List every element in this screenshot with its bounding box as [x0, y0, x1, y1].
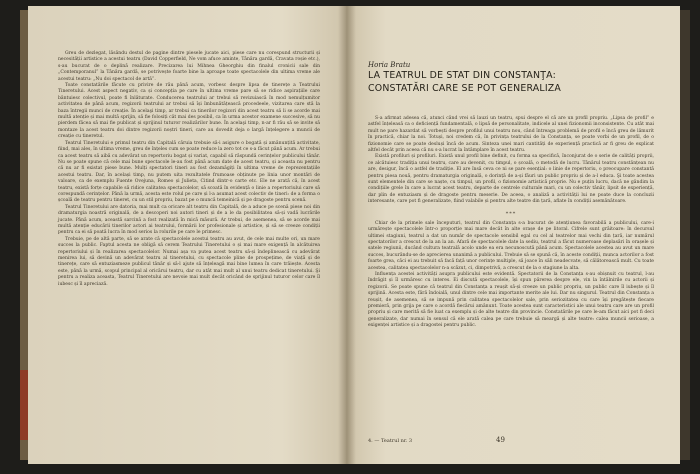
- article-title-line-1: LA TEATRUL DE STAT DIN CONSTANŢA:: [368, 70, 556, 81]
- section-separator: ***: [505, 210, 517, 217]
- left-paragraph: Toate constatările făcute cu privire de rău până acum, vorbesc despre lipsa de tinerețe a Teatrului Tineretului. Acest aspect negativ, ca și concepția pe care în ultima vreme pare să se ridice aspirațiile care bântuiesc colectivul, poate fi înlăturate. Conducerea teatrului ar trebui să revizuiască în mod nemulțumitor activitatea de până acum, regizorii teatrului ar trebui să își îmbunătățească procedeele, vizitarea care stă la baza întregii munci de creație. În acelaşi timp, ar trebui ca tinerilor regizori din acest teatru să li se acorde mai multă atenție și mai multă sprijin, să fie folosiți cât mai des posibil, ca în urma acestor examene succesive, să nu pierdem făcea să mai fie publicat și sprijinul tuturor realizărilor bune. În acelaşi timp, n-ar fi rău să se invite să montaze la acest teatru doi dintre regizorii noștri tineri, care au dovedit deja o largă înțelegere a muncii de creație cu tineretul.: [58, 83, 320, 140]
- right-paragraph: Influența acestei activități asupra publicului este evidentă. Spectatorii de la Constanța s-au obișnuit cu teatrul, l-au îndrăgit și îl urmăresc cu interes. Ei discută spectacolele, își spun părerea despre ele, vin la întâlnirile cu actorii și regizorii. Se poate spune că teatrul din Constanța a reușit să-și creeze un public propriu, un public care îl iubește și îl sprijină. Acesta este, fără îndoială, unul dintre cele mai importante merite ale lui. Dar nu singurul. Teatrul din Constanța a reușit, de asemenea, să se impună prin calitatea spectacolelor sale, prin seriozitatea cu care își pregătește fiecare premieră, prin grija pe care o acordă fiecărui amănunt. Toate acestea sunt caracteristici ale unui teatru care are un profil propriu și care merită să fie luat ca exemplu și de alte teatre din provincie. Constatările pe care le-am făcut aici pot fi deci generalizate, dar numai în sensul că ele arată calea pe care trebuie să meargă și alte teatre: calea muncii serioase, a exigenței artistice și a dragostei pentru public.: [368, 271, 654, 329]
- left-paragraph: Trebuie, pe de altă parte, să se arate că spectacolele acestui teatru au avut, de cele mai multe ori, un mare succes la public. Faptul acesta ne obligă să cerem Teatrului Tineretului o și mai mare exigență în alcătuirea repertoriului și în realizarea spectacolelor. Numai așa va putea acest teatru să-și îndeplinească cu adevărat menirea lui, să devină un adevărat teatru al tineretului, cu spectacole pline de prospețime, de viață și de tinerețe, care să entuziasmeze publicul tânăr și să-l ajute să înțeleagă mai bine lumea în care trăiește. Acesta este, până la urmă, scopul principal al oricărui teatru, dar cu atât mai mult al unui teatru dedicat tineretului. Şi pentru a realiza aceasta, Teatrul Tineretului are nevoie mai mult decât oricând de sprijinul tuturor celor care îl iubesc și îl apreciază.: [58, 236, 320, 287]
- left-page: [28, 6, 346, 464]
- footer-journal-ref: 4. — Teatrul nr. 3: [368, 438, 413, 444]
- right-paragraph: Chiar de la primele sale începuturi, teatrul din Constanța s-a bucurat de atențiunea favorabilă a publicului, care-i urmărește spectacolele într-o proporție mai mare decât în alte orașe de pe litoral. Cifrele sunt grăitoare: în decursul ultimei stagiuni, teatrul a dat un număr de spectacole sensibil egal cu cel al teatrelor mai vechi din țară, iar numărul spectatorilor a crescut de la an la an. Afară de spectacolele date la sediu, teatrul a făcut numeroase deplasări în orașele și satele regiunii, ducând cultura teatrală acolo unde ea era necunoscută până acum. Spectacolele acestea au avut un mare succes, bucurându-se de aprecierea unanimă a publicului. Trebuie să se spună că, în aceste condiții, munca actorilor a fost foarte grea, căci ei au trebuit să facă față unor cerințe multiple, să joace în săli neadecvate, să călătorească mult. Cu toate acestea, calitatea spectacolelor n-a scăzut, ci, dimpotrivă, a crescut de la o stagiune la alta.: [368, 220, 654, 271]
- right-paragraph: S-a afirmat adesea că, atunci când vrei să lauzi un teatru, spui despre el că are un profil propriu. „Lipsa de profil” e astfel înțeleasă ca o deficiență fundamentală, o lipsă de personalitate, indicele al unei fizionomii inconsistente. Cu atât mai mult ne pare hazardat să vorbești despre profilul unui teatru nou, când întreaga problemă de profil e încă greu de lămurit în practică, chiar la noi. Totuși, noi credem că, în privința teatrului de la Constanța, se poate vorbi de un profil, de o fizionomie care se poate desluși încă de acum. Sinteza unei mari cantități de experiență practică ar fi greu de explicat altfel decât prin aceea că nu s-a lucrat la întâmplare în acest teatru.: [368, 116, 654, 154]
- page-number: 49: [496, 436, 505, 444]
- book-edge-right: [680, 10, 690, 460]
- article-title: [368, 70, 666, 95]
- left-paragraph: Teatrul Tineretului e primul teatru din Capitală căruia trebuie să-i asigure o bogată și amănunțită activitate, fiind, mai ales, în ultima vreme, greu de înțeles cum se poate reduce la zero tot ce s-a făcut până acum. Ar trebui ca acest teatru să aibă cu adevărat un repertoriu bogat și variat, capabil să răspundă cerințelor publicului tânăr. Nu se poate spune că cele mai bune spectacole le-au fost până acum date de acest teatru, și aceasta nu pentru că nu ar fi existat piese bune. Mulți spectatori tineri au fost dezamăgiți în ultima vreme de reprezentațiile acestui teatru. Dar, în același timp, nu putem uita rezultatele frumoase obținute pe linia unor montări de valoare, ca de exemplu Fuente Ovejuna, Romeo și Julieta, Citind dintr-o carte etc. Ele ne arată că, în acest teatru, există forțe capabile să ridice calitatea spectacolelor, să scoată în evidență o linie a repertoriului care să corespundă cerințelor. Până la urmă, acesta este rolul pe care și l-a asumat acest colectiv de tineri: de a forma o școală de teatru pentru tineret, cu un stil propriu, bazat pe o muncă temeinică și pe dragoste pentru scenă.: [58, 140, 320, 204]
- article-author: Horia Bratu: [368, 61, 411, 69]
- article-title-line-2: CONSTATĂRI CARE SE POT GENERALIZA: [368, 82, 562, 94]
- book-gutter-shadow: [338, 6, 356, 464]
- right-page-text-column: [368, 116, 654, 330]
- left-page-text-column: [58, 51, 320, 288]
- right-page: [346, 6, 680, 464]
- right-paragraph: Există profiluri și profiluri. Există unul profil bine definit, cu forma sa specifică, înconjurat de o serie de calități proprii, ce alcătuiesc tradiția unui teatru, care au devenit, cu timpul, o școală, o metodă de lucru. Tânărul teatru constănțean nu are, desigur, încă o astfel de tradiție. El are însă ceva ce ni se pare esențial: o linie de repertoriu, o preocupare constantă pentru piesa nouă, pentru dramaturgia originală, o dorință de a-și făuri un public propriu și de a-l educa. Şi toate acestea sunt elementele din care se naște, cu timpul, un profil, o fizionomie artistică proprie. Nu e puțin lucru, dacă ne gândim la condițiile grele în care a lucrat acest teatru, departe de centrele culturale mari, cu un colectiv tânăr, lipsit de experiență, dar plin de entuziasm și de dragoste pentru meserie. De aceea, o analiză a activității lui ne poate duce la concluzii interesante, care pot fi generalizate, fiind valabile și pentru alte teatre din țară, aflate în condiții asemănătoare.: [368, 154, 654, 205]
- left-paragraph: Greu de dezlegat, lăsându destul de pagine dintre piesele jucate aici, piese care nu corespund structurii și necesității artistice a acestui teatru (David Copperfield, Ne vom afuce aminte, Tânăra gardă, Cravata roșie etc.), s-au bucurat de o deplină realizare. Precizarea lui Mihnea Gheorghiu din finalul cronicii sale din „Contemporanul” la Tânăra gardă, se potrivește foarte bine la aproape toate spectacolele din ultima vreme ale acestui teatru: „Nu doi spectacol de artă”.: [58, 51, 320, 82]
- left-paragraph: Teatrul Tineretului are datoria, mai mult ca oricare alt teatru din Capitală, de a aduce pe scenă piese noi din dramaturgia noastră originală, de a descoperi noi autori tineri și de a le da posibilitatea să-și vadă lucrările jucate. Până acum, această sarcină a fost realizată în mică măsură. Ar trebui, de asemenea, să se acorde mai multă atenție educării tinerilor actori ai teatrului, formării lor profesionale și artistice, și să se creeze condiții pentru ca ei să poată lucra în mod serios la rolurile pe care le primesc.: [58, 204, 320, 236]
